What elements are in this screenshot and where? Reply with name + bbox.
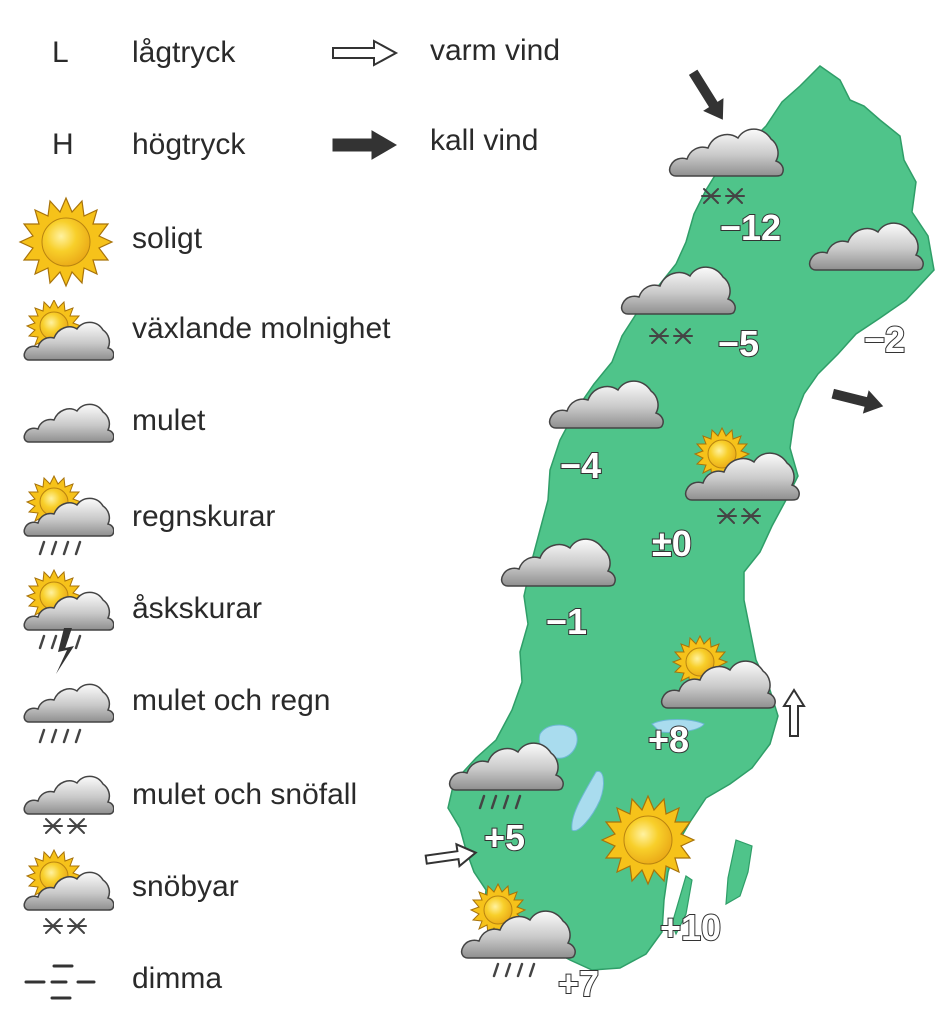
temp-east: ±0 bbox=[652, 523, 692, 564]
legend-label-rain-showers: regnskurar bbox=[132, 500, 276, 533]
temp-middle-north: −4 bbox=[560, 445, 602, 486]
warm-wind-label: varm vind bbox=[430, 34, 561, 67]
map-cloud-middle bbox=[502, 539, 616, 586]
legend-label-partly-cloudy: växlande molnighet bbox=[132, 312, 391, 345]
temp-west: +5 bbox=[484, 817, 526, 858]
map-cloud-middle-north bbox=[550, 381, 664, 428]
legend-label-fog: dimma bbox=[132, 962, 223, 995]
low-pressure-letter: L bbox=[52, 36, 69, 69]
temp-north-2: −5 bbox=[718, 323, 760, 364]
warm-wind-arrow-east-coast bbox=[784, 690, 804, 736]
gotland-island bbox=[726, 840, 752, 904]
high-pressure-label: högtryck bbox=[132, 128, 246, 161]
temp-southeast: +10 bbox=[660, 907, 722, 948]
high-pressure-letter: H bbox=[52, 128, 74, 161]
legend-label-cloudy: mulet bbox=[132, 404, 206, 437]
legend-label-thunder-showers: åskskurar bbox=[132, 592, 263, 625]
legend-label-cloud-rain: mulet och regn bbox=[132, 684, 331, 717]
temp-northeast: −2 bbox=[864, 319, 906, 360]
temp-north: −12 bbox=[720, 207, 782, 248]
low-pressure-label: lågtryck bbox=[132, 36, 236, 69]
cold-wind-arrow-north bbox=[683, 66, 733, 126]
temp-stockholm: +8 bbox=[648, 719, 690, 760]
legend-label-sunny: soligt bbox=[132, 222, 203, 255]
cold-wind-label: kall vind bbox=[430, 124, 539, 157]
temp-middle: −1 bbox=[546, 601, 588, 642]
legend-label-snow-showers: snöbyar bbox=[132, 870, 239, 903]
legend-label-cloud-snow: mulet och snöfall bbox=[132, 778, 358, 811]
temp-south: +7 bbox=[558, 963, 600, 1004]
cold-wind-arrow-east bbox=[830, 382, 886, 418]
